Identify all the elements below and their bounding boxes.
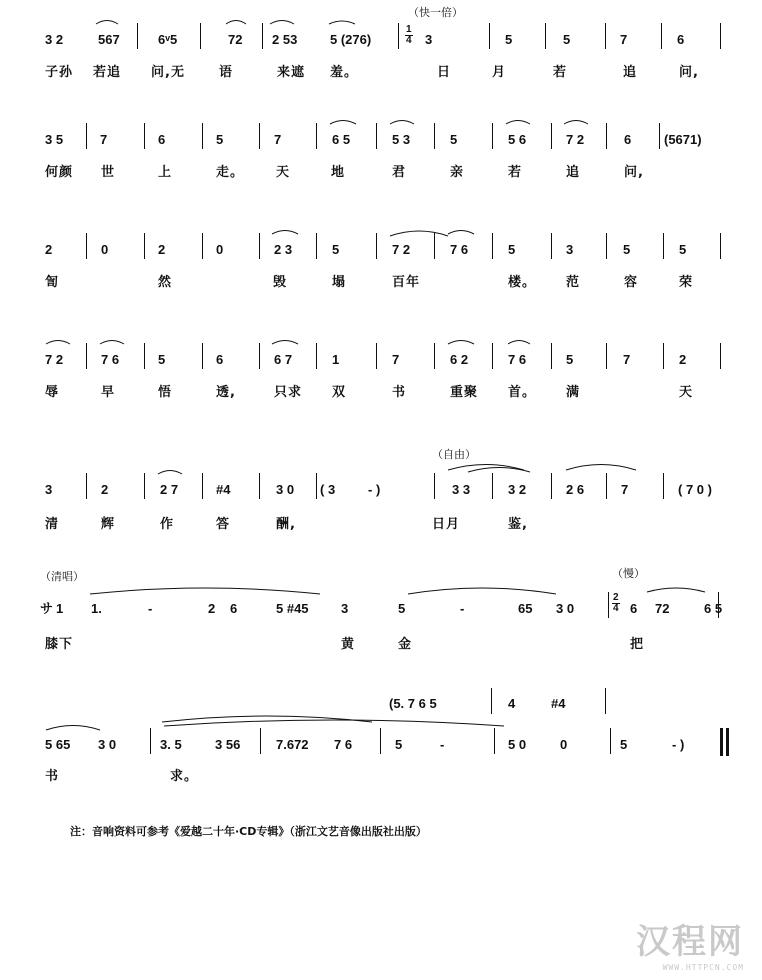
barline xyxy=(398,23,399,49)
slur xyxy=(448,231,474,235)
lyric-text: 塌 xyxy=(332,275,347,290)
note-group: 5 65 xyxy=(45,737,71,752)
lyric-text: 若追 xyxy=(93,65,122,80)
barline xyxy=(492,343,493,369)
note-group: 5 #45 xyxy=(276,601,309,616)
slur xyxy=(390,121,414,125)
note-group: 6 xyxy=(677,32,685,47)
note-group: (5671) xyxy=(664,132,702,147)
barline xyxy=(259,123,260,149)
barline xyxy=(260,728,261,754)
note-group: 6 xyxy=(230,601,238,616)
barline xyxy=(376,123,377,149)
note-group: 7 2 xyxy=(392,242,411,257)
lyric-text: 求。 xyxy=(170,769,199,784)
note-group: 5 xyxy=(450,132,458,147)
slur xyxy=(100,341,124,345)
note-group: 1 xyxy=(56,601,64,616)
lyric-text: 辉 xyxy=(101,517,116,532)
final-barline xyxy=(720,728,723,756)
note-group: 7.672 xyxy=(276,737,309,752)
note-group: 3 3 xyxy=(452,482,471,497)
lyric-text: 追 xyxy=(623,65,638,80)
barline xyxy=(663,233,664,259)
lyric-text: 作 xyxy=(160,517,175,532)
tempo-annotation: （清唱） xyxy=(40,570,84,583)
slur xyxy=(272,341,298,345)
note-group: 7 xyxy=(623,352,631,367)
note-group: 2 53 xyxy=(272,32,298,47)
lyric-text: 訇 xyxy=(45,275,60,290)
barline xyxy=(606,473,607,499)
lyric-text: 书 xyxy=(45,769,60,784)
tempo-annotation: （慢） xyxy=(612,567,645,580)
lyric-text: 满 xyxy=(566,385,581,400)
lyric-text: 酬, xyxy=(276,517,296,532)
note-group: 6 xyxy=(624,132,632,147)
barline xyxy=(659,123,660,149)
lyric-text: 问, xyxy=(624,165,644,180)
slur xyxy=(468,468,530,473)
slur xyxy=(508,341,530,345)
barline xyxy=(718,592,719,618)
barline xyxy=(259,473,260,499)
note-group: 3 56 xyxy=(215,737,241,752)
note-group: 5 xyxy=(395,737,403,752)
barline xyxy=(86,123,87,149)
barline xyxy=(144,123,145,149)
note-group: 5 xyxy=(508,242,516,257)
note-group: 3. 5 xyxy=(160,737,182,752)
note-group: 6 xyxy=(158,132,166,147)
note-group: #4 xyxy=(216,482,231,497)
lyric-text: 若 xyxy=(553,65,568,80)
barline xyxy=(494,728,495,754)
barline xyxy=(150,728,151,754)
slur xyxy=(448,341,474,345)
lyric-text: 问,无 xyxy=(151,65,185,80)
slur xyxy=(448,465,524,471)
note-group: 3 xyxy=(341,601,349,616)
lyric-text: 若 xyxy=(508,165,523,180)
lyric-text: 月 xyxy=(492,65,507,80)
note-group: - xyxy=(440,737,445,752)
barline xyxy=(492,473,493,499)
note-group: 5 xyxy=(620,737,628,752)
barline xyxy=(491,688,492,714)
note-group: 3 xyxy=(425,32,433,47)
note-group: 0 xyxy=(560,737,568,752)
note-group: 7 6 xyxy=(508,352,527,367)
lyric-text: 然 xyxy=(158,275,173,290)
note-group: - ) xyxy=(672,737,685,752)
lyric-text: 悟 xyxy=(158,385,173,400)
barline xyxy=(605,23,606,49)
watermark-url: WWW.HTTPCN.COM xyxy=(662,963,744,972)
lyric-text: 毁 xyxy=(273,275,288,290)
barline xyxy=(663,343,664,369)
barline xyxy=(376,233,377,259)
barline xyxy=(202,233,203,259)
note-group: 5 xyxy=(216,132,224,147)
note-group: 65 xyxy=(518,601,533,616)
note-group: ( 3 xyxy=(320,482,336,497)
note-group: 5 xyxy=(332,242,340,257)
slur xyxy=(329,21,355,24)
barline xyxy=(661,23,662,49)
barline xyxy=(606,343,607,369)
note-group: 6ᵛ5 xyxy=(158,32,178,47)
note-group: 3 xyxy=(566,242,574,257)
barline xyxy=(434,123,435,149)
lyric-text: 走。 xyxy=(216,165,245,180)
lyric-text: 羞。 xyxy=(330,65,359,80)
slur xyxy=(46,341,70,345)
note-group: 5 6 xyxy=(508,132,527,147)
note-group: 5 (276) xyxy=(330,32,372,47)
note-group: 5 xyxy=(505,32,513,47)
lyric-text: 地 xyxy=(331,165,346,180)
note-group: 3 0 xyxy=(556,601,575,616)
note-group: 7 2 xyxy=(45,352,64,367)
lyric-text: 百年 xyxy=(392,275,421,290)
lyric-text: 答 xyxy=(216,517,231,532)
note-group: 7 6 xyxy=(101,352,120,367)
lyric-text: 语 xyxy=(219,65,234,80)
note-group: 7 6 xyxy=(334,737,353,752)
barline xyxy=(545,23,546,49)
slur xyxy=(270,21,294,25)
lyric-text: 范 xyxy=(566,275,581,290)
barline xyxy=(86,343,87,369)
note-group: 2 xyxy=(679,352,687,367)
lyric-text: 金 xyxy=(398,637,413,652)
lyric-text: 何颜 xyxy=(45,165,74,180)
barline xyxy=(492,123,493,149)
note-group: 3 2 xyxy=(508,482,527,497)
lyric-text: 黄 xyxy=(341,637,356,652)
barline xyxy=(606,123,607,149)
lyric-text: 楼。 xyxy=(508,275,537,290)
lyric-text: 只求 xyxy=(274,385,303,400)
note-group: 72 xyxy=(655,601,670,616)
barline xyxy=(720,23,721,49)
note-group: - xyxy=(460,601,465,616)
note-group: 4 xyxy=(508,696,516,711)
lyric-text: 双 xyxy=(332,385,347,400)
barline xyxy=(144,233,145,259)
note-group: 5 0 xyxy=(508,737,527,752)
barline xyxy=(720,343,721,369)
tempo-annotation: （快一倍） xyxy=(408,6,463,19)
barline xyxy=(606,233,607,259)
lyric-text: 把 xyxy=(630,637,645,652)
note-group: 5 xyxy=(158,352,166,367)
barline xyxy=(551,233,552,259)
barline xyxy=(316,233,317,259)
note-group: 3 2 xyxy=(45,32,64,47)
note-group: 5 3 xyxy=(392,132,411,147)
note-group: - xyxy=(148,601,153,616)
note-group: 72 xyxy=(228,32,243,47)
note-group: (5. 7 6 5 xyxy=(389,696,437,711)
barline xyxy=(316,123,317,149)
barline xyxy=(202,123,203,149)
slur xyxy=(96,21,118,25)
slur xyxy=(390,231,448,236)
tempo-annotation: （自由） xyxy=(432,448,476,461)
note-group: 7 xyxy=(100,132,108,147)
slur xyxy=(226,21,246,25)
footnote: 注：音响资料可参考《爱越二十年·CD专辑》（浙江文艺音像出版社出版） xyxy=(70,825,427,838)
lyric-text: 天 xyxy=(679,385,694,400)
barline xyxy=(434,233,435,259)
note-group: 1 xyxy=(332,352,340,367)
slur xyxy=(647,588,705,592)
lyric-text: 子孙 xyxy=(45,65,74,80)
note-group: 1. xyxy=(91,601,102,616)
barline xyxy=(663,473,664,499)
note-group: #4 xyxy=(551,696,566,711)
sanban-mark: サ xyxy=(40,601,54,616)
lyric-text: 追 xyxy=(566,165,581,180)
barline xyxy=(86,233,87,259)
note-group: 7 xyxy=(621,482,629,497)
barline xyxy=(202,473,203,499)
lyric-text: 君 xyxy=(392,165,407,180)
lyric-text: 问, xyxy=(679,65,699,80)
slur xyxy=(564,121,588,125)
barline xyxy=(86,473,87,499)
note-group: 7 xyxy=(620,32,628,47)
note-group: 7 xyxy=(392,352,400,367)
final-barline xyxy=(726,728,729,756)
barline xyxy=(380,728,381,754)
slur xyxy=(164,720,504,726)
barline xyxy=(551,473,552,499)
barline xyxy=(434,343,435,369)
note-group: 5 xyxy=(623,242,631,257)
note-group: 0 xyxy=(216,242,224,257)
time-signature: $\frac{1}{4}$ xyxy=(406,24,412,46)
lyric-text: 书 xyxy=(392,385,407,400)
note-group: 5 xyxy=(563,32,571,47)
barline xyxy=(720,233,721,259)
note-group: 7 xyxy=(274,132,282,147)
slur xyxy=(46,726,100,731)
slur xyxy=(330,121,356,125)
lyric-text: 透, xyxy=(216,385,236,400)
slur xyxy=(566,465,636,471)
lyric-text: 辱 xyxy=(45,385,60,400)
note-group: 567 xyxy=(98,32,120,47)
barline xyxy=(551,343,552,369)
lyric-text: 天 xyxy=(276,165,291,180)
barline xyxy=(551,123,552,149)
barline xyxy=(137,23,138,49)
slur xyxy=(272,231,298,235)
note-group: - ) xyxy=(368,482,381,497)
time-signature: $\frac{2}{4}$ xyxy=(613,592,619,614)
lyric-text: 膝下 xyxy=(45,637,74,652)
lyric-text: 鉴, xyxy=(508,517,528,532)
note-group: 3 0 xyxy=(276,482,295,497)
barline xyxy=(259,343,260,369)
note-group: 6 2 xyxy=(450,352,469,367)
watermark-logo: 汉程网 xyxy=(636,922,744,962)
barline xyxy=(605,688,606,714)
lyric-text: 清 xyxy=(45,517,60,532)
lyric-text: 容 xyxy=(624,275,639,290)
note-group: 6 5 xyxy=(332,132,351,147)
note-group: 6 xyxy=(630,601,638,616)
note-group: 5 xyxy=(679,242,687,257)
note-group: 3 5 xyxy=(45,132,64,147)
lyric-text: 首。 xyxy=(508,385,537,400)
barline xyxy=(610,728,611,754)
lyric-text: 早 xyxy=(101,385,116,400)
note-group: 3 0 xyxy=(98,737,117,752)
barline xyxy=(202,343,203,369)
barline xyxy=(489,23,490,49)
note-group: ( 7 0 ) xyxy=(678,482,712,497)
note-group: 0 xyxy=(101,242,109,257)
barline xyxy=(434,473,435,499)
note-group: 2 xyxy=(101,482,109,497)
note-group: 2 xyxy=(158,242,166,257)
barline xyxy=(316,343,317,369)
lyric-text: 上 xyxy=(158,165,173,180)
barline xyxy=(200,23,201,49)
barline xyxy=(144,473,145,499)
barline xyxy=(259,233,260,259)
note-group: 2 xyxy=(208,601,216,616)
slur xyxy=(506,121,530,125)
note-group: 6 5 xyxy=(704,601,723,616)
lyric-text: 荣 xyxy=(679,275,694,290)
barline xyxy=(262,23,263,49)
lyric-text: 来遮 xyxy=(277,65,306,80)
note-group: 2 3 xyxy=(274,242,293,257)
note-group: 3 xyxy=(45,482,53,497)
lyric-text: 亲 xyxy=(450,165,465,180)
slur xyxy=(408,588,556,594)
note-group: 5 xyxy=(566,352,574,367)
barline xyxy=(608,592,609,618)
watermark xyxy=(636,914,744,972)
note-group: 6 xyxy=(216,352,224,367)
lyric-text: 世 xyxy=(101,165,116,180)
lyric-text: 日月 xyxy=(432,517,461,532)
slur xyxy=(158,471,182,475)
barline xyxy=(492,233,493,259)
barline xyxy=(316,473,317,499)
slur xyxy=(90,588,320,594)
lyric-text: 重聚 xyxy=(450,385,479,400)
note-group: 7 2 xyxy=(566,132,585,147)
lyric-text: 日 xyxy=(437,65,452,80)
note-group: 2 6 xyxy=(566,482,585,497)
note-group: 5 xyxy=(398,601,406,616)
note-group: 2 xyxy=(45,242,53,257)
note-group: 6 7 xyxy=(274,352,293,367)
note-group: 7 6 xyxy=(450,242,469,257)
barline xyxy=(376,343,377,369)
note-group: 2 7 xyxy=(160,482,179,497)
barline xyxy=(144,343,145,369)
